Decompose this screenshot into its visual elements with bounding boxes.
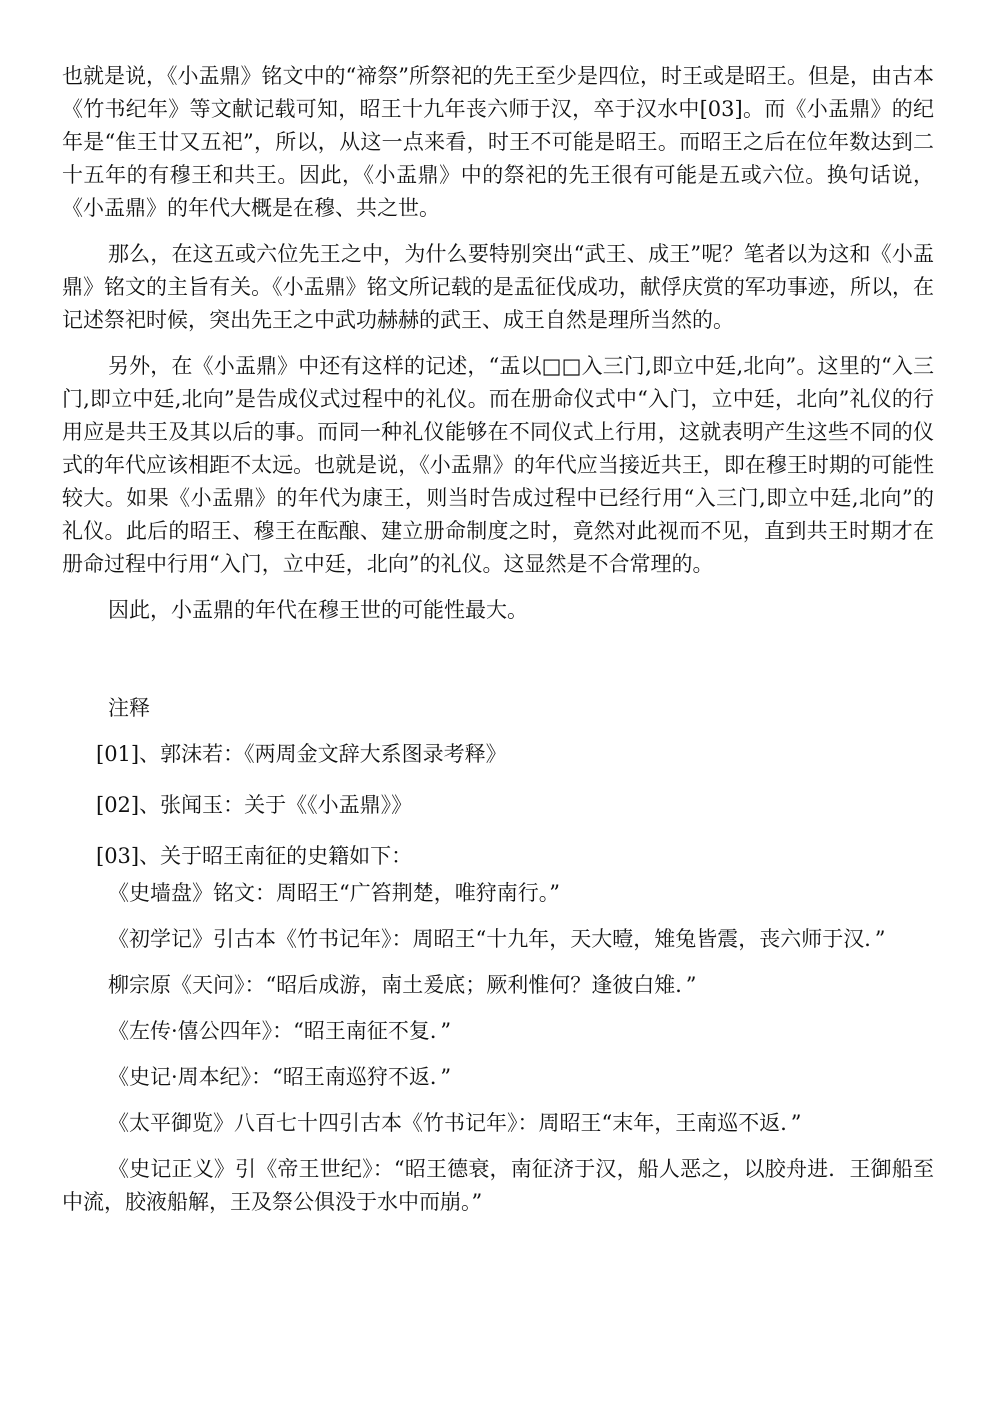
body-paragraph-1: 也就是说，《小盂鼎》铭文中的“禘祭”所祭祀的先王至少是四位，时王或是昭王。但是，由古本《竹书纪年》等文献记载可知，昭王十九年丧六师于汉，卒于汉水中[03]。而《小盂鼎》的纪年是“隹王廿又五祀”，所以，从这一点来看，时王不可能是昭王。而昭王之后在位年数达到二十五年的有穆王和共王。因此，《小盂鼎》中的祭祀的先王很有可能是五或六位。换句话说，《小盂鼎》的年代大概是在穆、共之世。 [62,64,934,220]
note-quote-2: 《初学记》引古本《竹书记年》：周昭王“十九年，天大曀，雉兔皆震，丧六师于汉．” [108,927,886,951]
note-quote-1: 《史墙盘》铭文：周昭王“广笞荆楚，唯狩南行。” [108,881,560,905]
note-02: [02]、张闻玉：关于《《小盂鼎》》 [96,793,413,817]
body-paragraph-3: 另外，在《小盂鼎》中还有这样的记述，“盂以□□入三门,即立中廷,北向”。这里的“入三门,即立中廷,北向”是告成仪式过程中的礼仪。而在册命仪式中“入门，立中廷，北向”礼仪的行用应是共王及其以后的事。而同一种礼仪能够在不同仪式上行用，这就表明产生这些不同的仪式的年代应该相距不太远。也就是说，《小盂鼎》的年代应当接近共王，即在穆王时期的可能性较大。如果《小盂鼎》的年代为康王，则当时告成过程中已经行用“入三门,即立中廷,北向”的礼仪。此后的昭王、穆王在酝酿、建立册命制度之时，竟然对此视而不见，直到共王时期才在册命过程中行用“入门，立中廷，北向”的礼仪。这显然是不合常理的。 [62,354,934,576]
note-quote-4: 《左传·僖公四年》：“昭王南征不复．” [108,1019,452,1043]
document-page [62,60,934,1232]
note-quote-3: 柳宗原《天问》：“昭后成游，南土爰底；厥利惟何？逢彼白雉．” [108,973,697,997]
note-03: [03]、关于昭王南征的史籍如下： [96,844,413,868]
note-quote-5: 《史记·周本纪》：“昭王南巡狩不返．” [108,1065,452,1089]
note-quote-7: 《史记正义》引《帝王世纪》：“昭王德衰，南征济于汉，船人恶之，以胶舟进．王御船至中流，胶液船解，王及祭公俱没于水中而崩。” [62,1157,934,1214]
section-gap [62,640,934,692]
body-paragraph-4: 因此，小盂鼎的年代在穆王世的可能性最大。 [108,598,528,622]
body-paragraph-2: 那么，在这五或六位先王之中，为什么要特别突出“武王、成王”呢？笔者以为这和《小盂鼎》铭文的主旨有关。《小盂鼎》铭文所记载的是盂征伐成功，献俘庆赏的军功事迹，所以，在记述祭祀时候，突出先王之中武功赫赫的武王、成王自然是理所当然的。 [62,242,934,332]
note-01: [01]、郭沫若：《两周金文辞大系图录考释》 [96,742,507,766]
notes-title: 注释 [108,696,150,720]
note-quote-6: 《太平御览》八百七十四引古本《竹书记年》：周昭王“末年，王南巡不返．” [108,1111,802,1135]
